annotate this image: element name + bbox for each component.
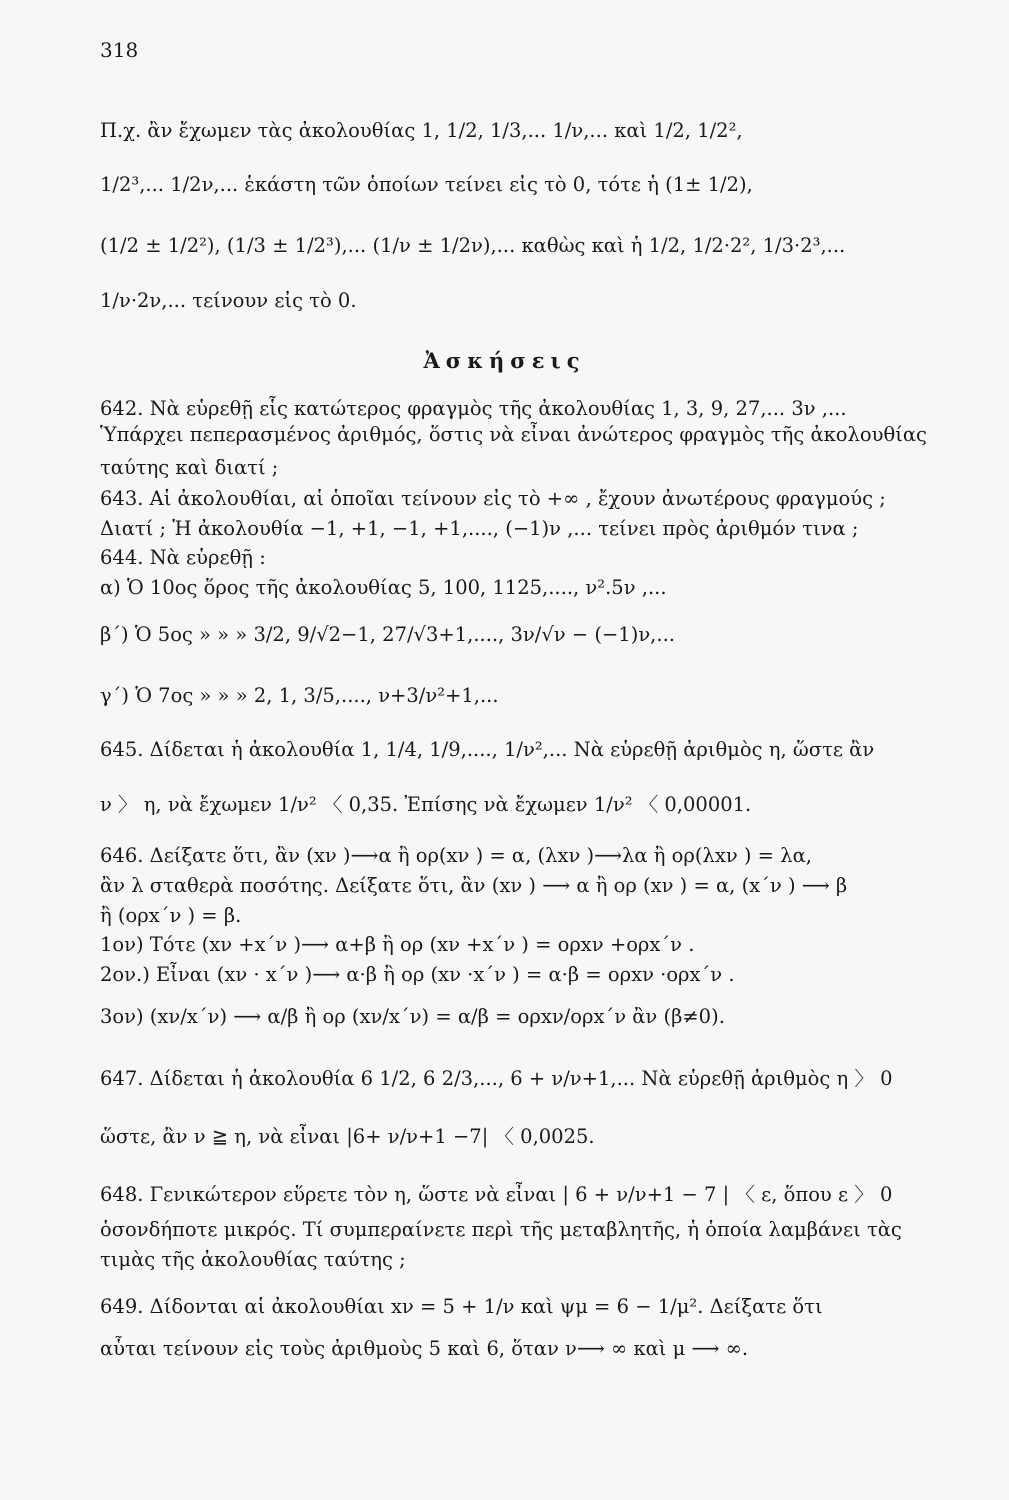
exercise-line: 648. Γενικώτερον εὕρετε τὸν η, ὥστε νὰ εἶναι | 6 + ν/ν+1 − 7 | 〈 ε, ὅπου ε 〉 0 xyxy=(100,1183,893,1206)
exercise-line: 2ον.) Εἶναι (xν · x΄ν )⟶ α·β ἢ ορ (xν ·x΄ν ) = α·β = ορxν ·ορx΄ν . xyxy=(100,963,735,986)
exercise-line: ταύτης καὶ διατί ; xyxy=(100,456,279,479)
exercise-line: α) Ὁ 10ος ὅρος τῆς ἀκολουθίας 5, 100, 1125,...., ν².5ν ,... xyxy=(100,576,667,599)
exercise-line: 645. Δίδεται ἡ ἀκολουθία 1, 1/4, 1/9,...., 1/ν²,... Νὰ εὑρεθῇ ἀριθμὸς η, ὥστε ἂν xyxy=(100,738,875,761)
exercise-line: 3ον) (xν/x΄ν) ⟶ α/β ἢ ορ (xν/x΄ν) = α/β = ορxν/ορx΄ν ἂν (β≠0). xyxy=(100,1005,725,1028)
exercise-line: ὥστε, ἂν ν ≧ η, νὰ εἶναι |6+ ν/ν+1 −7| 〈 0,0025. xyxy=(100,1125,595,1148)
exercise-line: ἂν λ σταθερὰ ποσότης. Δείξατε ὅτι, ἂν (xν ) ⟶ α ἢ ορ (xν ) = α, (x΄ν ) ⟶ β xyxy=(100,874,848,897)
exercise-line: 643. Αἱ ἀκολουθίαι, αἱ ὁποῖαι τείνουν εἰς τὸ +∞ , ἔχουν ἀνωτέρους φραγμούς ; xyxy=(100,487,886,510)
exercise-line: Ὑπάρχει πεπερασμένος ἀριθμός, ὅστις νὰ εἶναι ἀνώτερος φραγμὸς τῆς ἀκολουθίας xyxy=(100,423,927,446)
section-heading: Ἀσκήσεις xyxy=(423,348,586,373)
intro-line: (1/2 ± 1/2²), (1/3 ± 1/2³),... (1/ν ± 1/2ν),... καθὼς καὶ ἡ 1/2, 1/2·2², 1/3·2³,... xyxy=(100,234,846,257)
intro-line: Π.χ. ἂν ἔχωμεν τὰς ἀκολουθίας 1, 1/2, 1/3,... 1/ν,... καὶ 1/2, 1/2², xyxy=(100,119,743,142)
page-number: 318 xyxy=(100,38,139,62)
exercise-line: ἢ (ορx΄ν ) = β. xyxy=(100,904,242,927)
exercise-line: 1ον) Τότε (xν +x΄ν )⟶ α+β ἢ ορ (xν +x΄ν ) = ορxν +ορx΄ν . xyxy=(100,933,695,956)
intro-line: 1/2³,... 1/2ν,... ἑκάστη τῶν ὁποίων τείνει εἰς τὸ 0, τότε ἡ (1± 1/2), xyxy=(100,173,753,196)
exercise-line: αὗται τείνουν εἰς τοὺς ἀριθμοὺς 5 καὶ 6, ὅταν ν⟶ ∞ καὶ μ ⟶ ∞. xyxy=(100,1337,749,1360)
intro-line: 1/ν·2ν,... τείνουν εἰς τὸ 0. xyxy=(100,289,357,312)
exercise-line: 647. Δίδεται ἡ ἀκολουθία 6 1/2, 6 2/3,..., 6 + ν/ν+1,... Νὰ εὑρεθῇ ἀριθμὸς η 〉 0 xyxy=(100,1067,893,1090)
exercise-line: τιμὰς τῆς ἀκολουθίας ταύτης ; xyxy=(100,1248,406,1271)
exercise-line: 646. Δείξατε ὅτι, ἂν (xν )⟶α ἢ ορ(xν ) = α, (λxν )⟶λα ἢ ορ(λxν ) = λα, xyxy=(100,844,812,867)
exercise-line: 642. Νὰ εὑρεθῇ εἷς κατώτερος φραγμὸς τῆς ἀκολουθίας 1, 3, 9, 27,... 3ν ,... xyxy=(100,397,847,420)
exercise-line: β΄) Ὁ 5ος » » » 3/2, 9/√2−1, 27/√3+1,...., 3ν/√ν − (−1)ν,... xyxy=(100,623,675,646)
exercise-line: ν 〉 η, νὰ ἔχωμεν 1/ν² 〈 0,35. Ἐπίσης νὰ ἔχωμεν 1/ν² 〈 0,00001. xyxy=(100,793,752,816)
exercise-line: γ΄) Ὁ 7ος » » » 2, 1, 3/5,...., ν+3/ν²+1,... xyxy=(100,684,499,707)
exercise-line: ὁσονδήποτε μικρός. Τί συμπεραίνετε περὶ τῆς μεταβλητῆς, ἡ ὁποία λαμβάνει τὰς xyxy=(100,1218,902,1241)
exercise-line: 644. Νὰ εὑρεθῇ : xyxy=(100,546,266,569)
exercise-line: Διατί ; Ἡ ἀκολουθία −1, +1, −1, +1,...., (−1)ν ,... τείνει πρὸς ἀριθμόν τινα ; xyxy=(100,517,859,540)
exercise-line: 649. Δίδονται αἱ ἀκολουθίαι xν = 5 + 1/ν καὶ ψμ = 6 − 1/μ². Δείξατε ὅτι xyxy=(100,1295,823,1318)
